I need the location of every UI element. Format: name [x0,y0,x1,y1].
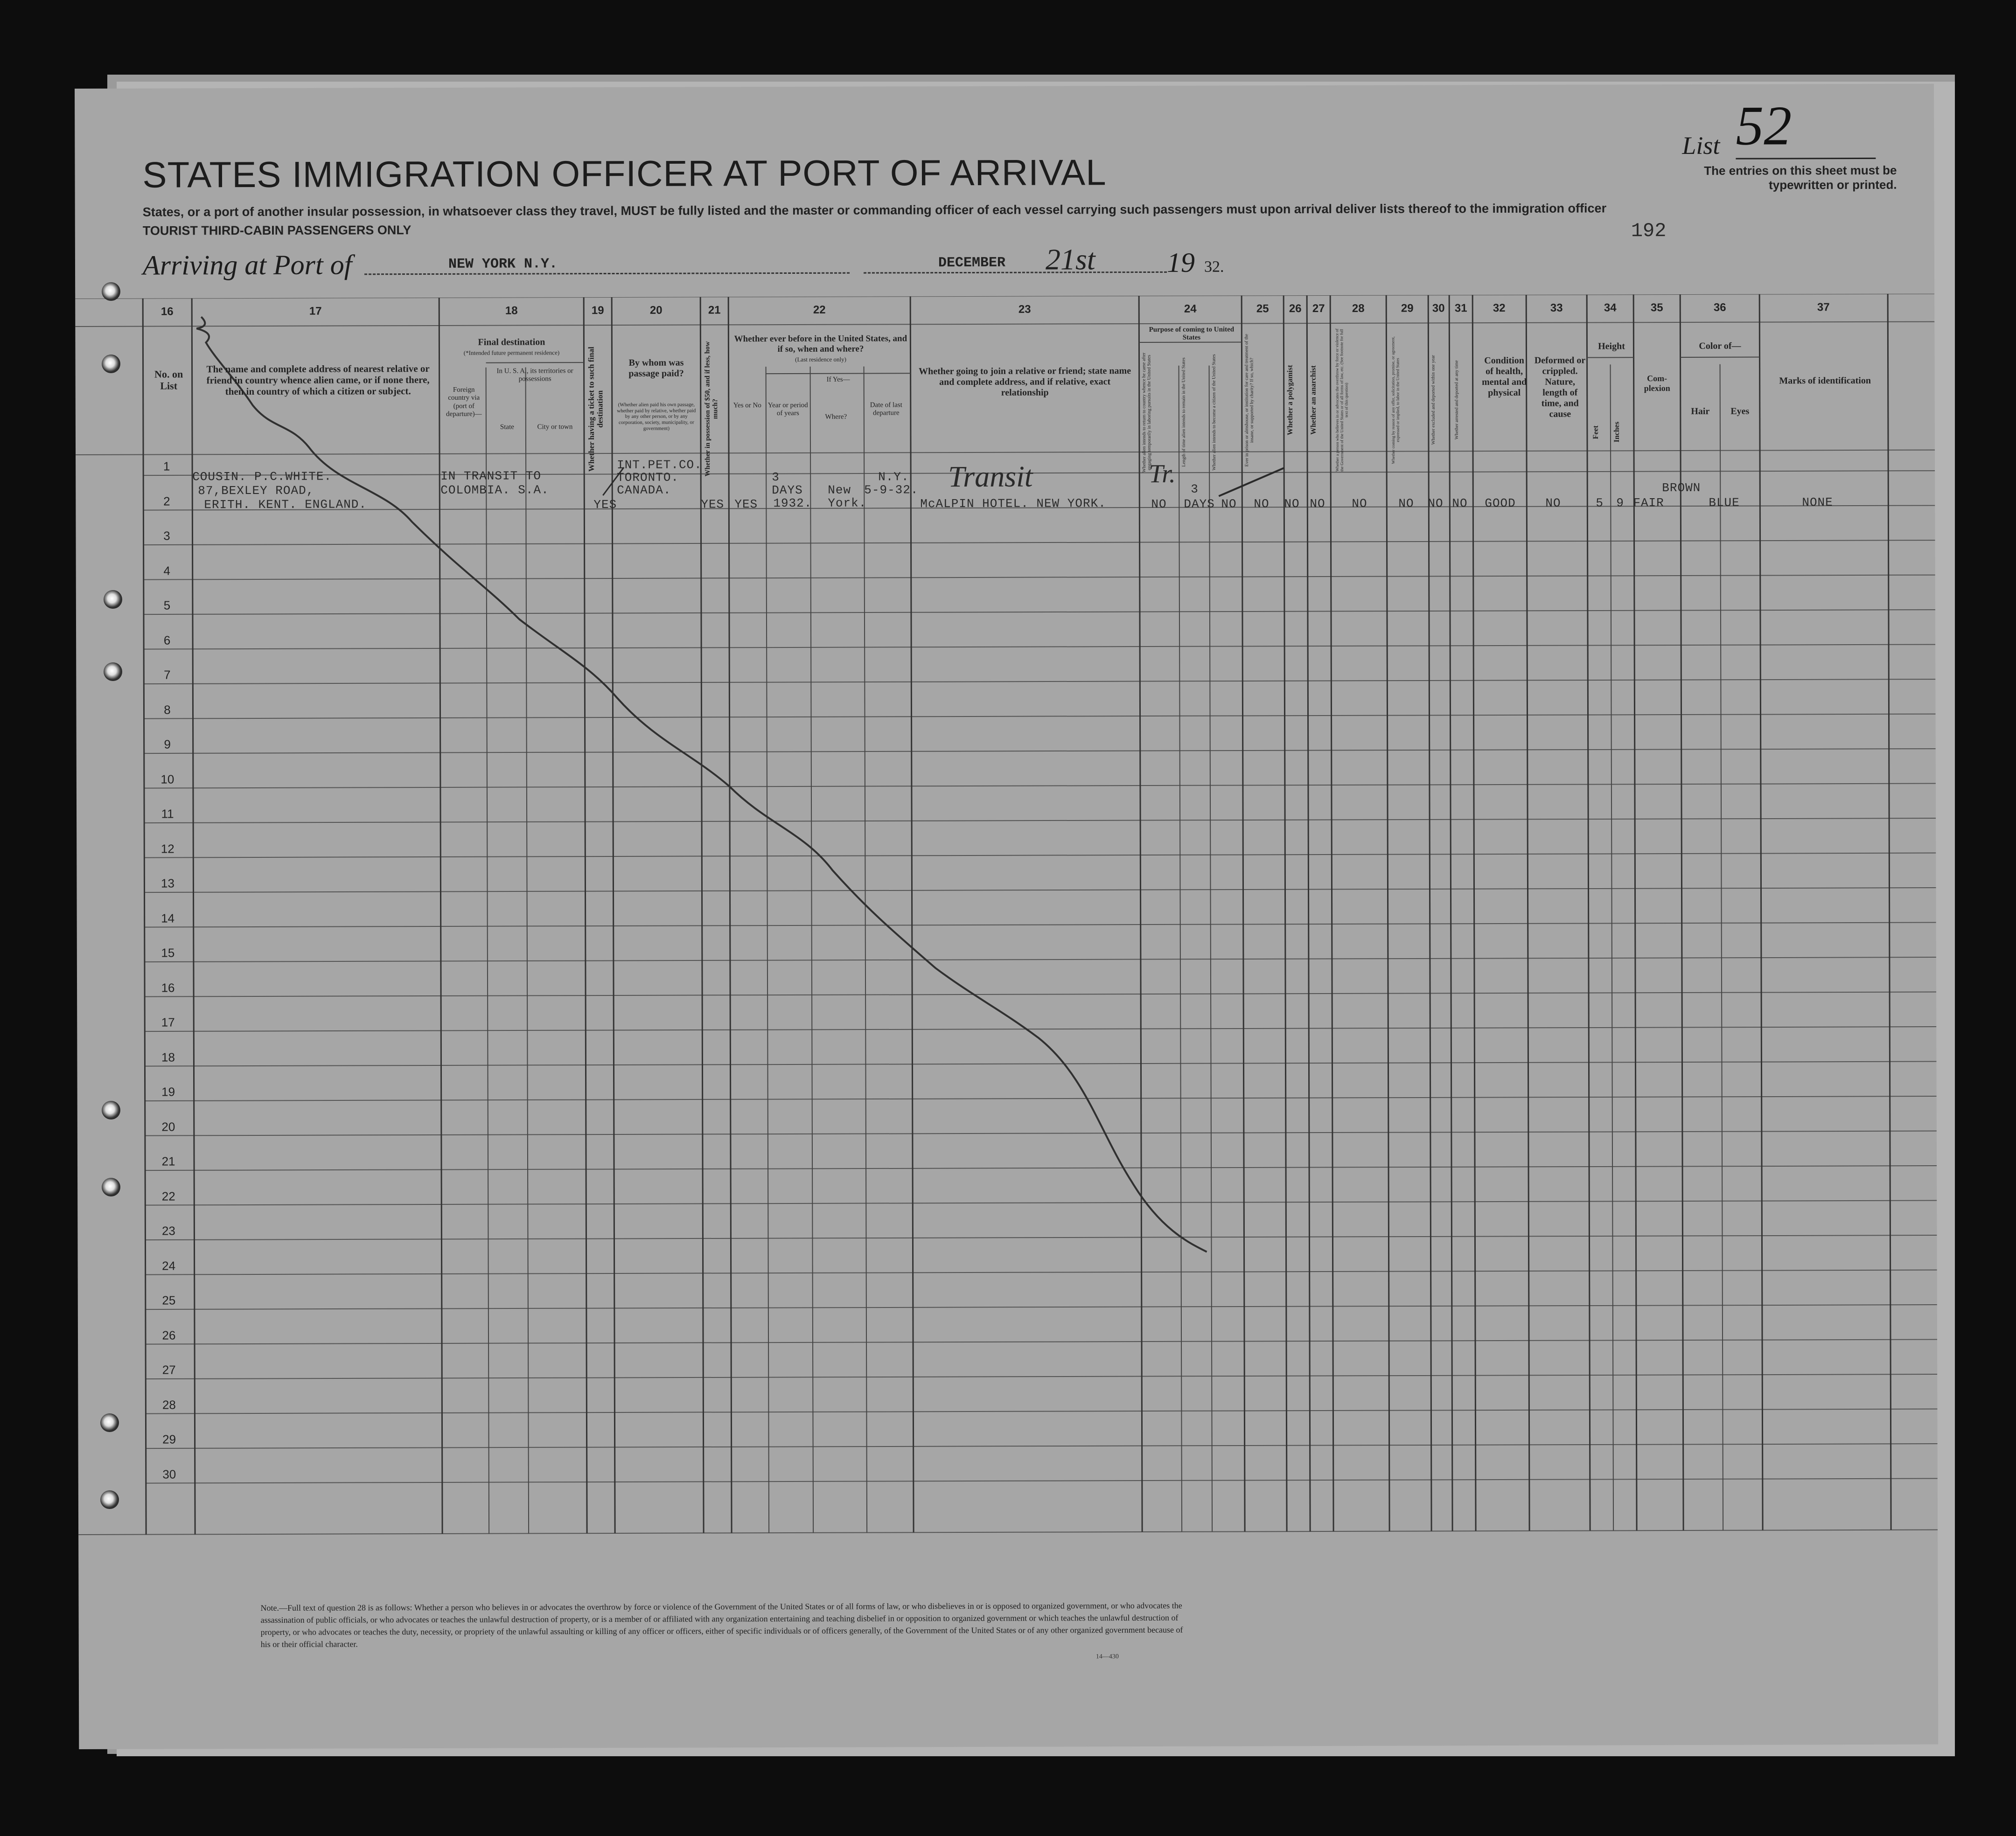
punch-hole [102,282,120,301]
row-divider [145,992,1936,997]
header-where: Where? [825,413,847,421]
row-divider [146,1270,1937,1275]
column-number: 25 [1256,302,1269,315]
row-number: 12 [160,841,174,856]
column-divider [1139,296,1142,1532]
row-number: 26 [162,1328,176,1342]
subcolumn-divider [486,368,489,1534]
column-divider [1428,295,1431,1531]
punch-hole [100,1490,119,1509]
punch-hole [102,1101,120,1120]
row-divider [146,1479,1938,1483]
row-divider [146,1409,1937,1414]
column-number: 22 [813,303,826,316]
column-number: 23 [1018,303,1031,316]
page-title: STATES IMMIGRATION OFFICER AT PORT OF ARRIVAL [142,152,1107,195]
header-going-to-join: Whether going to join a relative or friend; state name and complete address, and if relative, exact relationship [919,366,1131,398]
column-number: 26 [1289,302,1302,315]
row-number: 23 [161,1224,175,1238]
subcolumn-divider [1720,364,1723,1530]
prison-value: NO [1254,497,1270,511]
column-number: 33 [1550,301,1563,314]
month-value: DECEMBER [938,255,1006,271]
header-passage-paid-note: (Whether alien paid his own passage, whether paid by relative, whether paid by any other person, or by any corporation, society, municipality, or government) [617,402,696,431]
date-line-2: 5-9-32. [864,483,919,497]
period-line-3: 1932. [773,496,812,511]
column-number: 21 [708,304,721,317]
row-number: 4 [163,563,170,578]
row-divider [145,1131,1937,1136]
passage-paid-line-2: TORONTO. [617,470,679,485]
table-bottom-border [78,1530,1938,1535]
passage-paid-line-3: CANADA. [617,483,671,497]
header-length-of-stay: Length of time alien intends to remain in the United States [1181,357,1187,467]
relative-line-3: ERITH. KENT. ENGLAND. [204,497,367,512]
row-number: 1 [163,459,170,473]
row-number: 21 [161,1154,175,1168]
header-foreign-country: Foreign country via (port of departure)— [446,386,482,418]
subheader-divider [766,373,911,374]
table-top-border [75,294,1934,299]
row-divider [144,818,1936,823]
subcolumn-divider [526,367,529,1533]
year-suffix: 32. [1204,258,1224,276]
row-number: 30 [162,1467,176,1481]
row-number: 9 [164,737,171,751]
header-state: State [500,423,514,431]
header-marks: Marks of identification [1779,375,1871,386]
footnote: Note.—Full text of question 28 is as follows: Whether a person who believes in or advocates the overthrow by force or violence of the Government of the United States or of all forms of law, or who disbelieves in or is opposed to organized government, or who advocates the assassination of public officials, or who advocates or teaches the unlawful destruction of property, or is a member of or affiliated with any organization entertaining and teaching disbelief in or opposition to organized government or which teaches the unlawful destruction of property, or who advocates or teaches the duty, necessity, or propriety of the unlawful assaulting or killing of any officer or officers, either of specific individuals or of officers generally, of the Government of the United States or of any other organized government because of his or their official character. [260,1600,1183,1649]
header-yes-or-no: Yes or No [733,402,761,410]
column-number: 37 [1817,301,1830,314]
row-number: 14 [161,911,175,925]
anarchist-value: NO [1310,496,1325,511]
row-divider [146,1305,1937,1309]
column-number: 24 [1184,302,1197,315]
purpose-handwriting: Tr. [1149,459,1176,488]
column-divider [1633,294,1637,1530]
header-eyes: Eyes [1730,406,1750,417]
header-year-or-period: Year or period of years [767,401,808,417]
punch-hole [100,1413,119,1432]
header-final-destination: Final destination [478,337,545,348]
list-number: 52 [1736,93,1876,160]
arriving-label: Arriving at Port of [142,249,352,281]
hair-value: BROWN [1662,480,1701,495]
column-number: 36 [1713,301,1726,314]
header-city: City or town [537,423,573,431]
row-number: 20 [161,1119,175,1134]
header-inches: Inches [1612,422,1621,443]
row-divider [145,1062,1936,1066]
column-number: 28 [1352,302,1365,315]
row-number: 15 [161,946,175,960]
row-divider [146,1374,1937,1379]
manifest-sheet [75,84,1938,1749]
row-number: 22 [161,1189,175,1203]
header-ever-before: Whether ever before in the United States, and if so, when and where? [734,334,907,354]
column-divider [1759,294,1763,1530]
header-final-destination-note: (*Intended future permanent residence) [463,349,560,356]
column-number: 34 [1604,301,1617,314]
eyes-value: BLUE [1709,495,1740,510]
row-number: 19 [161,1085,175,1099]
column-divider [1587,295,1590,1531]
dash-mark [1214,463,1307,501]
complexion-value: FAIR [1633,496,1664,510]
column-number: 27 [1312,302,1325,315]
row-number: 7 [164,668,171,682]
inches-value: 9 [1616,496,1624,510]
row-divider [145,1027,1936,1031]
header-arrested: Whether arrested and deported at any time [1454,360,1459,440]
row-divider [144,540,1935,545]
labor-value: NO [1398,496,1414,511]
excluded-value: NO [1428,496,1444,511]
header-health: Condition of health, mental and physical [1482,355,1527,398]
header-become-citizen: Whether alien intends to become a citizen of the United States [1211,354,1217,471]
deformed-value: NO [1545,496,1561,510]
row-number: 6 [163,633,171,647]
header-prison-almshouse: Ever in prison or almshouse, or institution for care and treatment of the insane, or supported by charity? If so, which? [1244,334,1255,467]
row-divider [143,471,1935,475]
row-divider [145,1235,1937,1240]
row-divider [144,610,1935,614]
subheader-divider [486,362,584,363]
row-divider [145,1096,1937,1101]
column-divider [1526,295,1529,1531]
column-divider [1386,295,1389,1531]
arrested-value: NO [1452,496,1468,511]
row-number: 18 [161,1050,175,1064]
column-divider [910,296,914,1532]
column-divider [584,297,587,1533]
header-in-usa: In U. S. A., its territories or possessions [496,367,573,383]
subcolumn-divider [810,367,814,1533]
header-excluded: Whether excluded and deported within one year [1430,355,1437,445]
ever-before-value: YES [734,497,758,512]
header-purpose: Purpose of coming to United States [1149,326,1235,342]
destination-line-1: IN TRANSIT TO [440,469,542,483]
row-divider [144,679,1935,684]
join-handwriting: Transit [948,459,1033,494]
year-prefix: 19 [1166,247,1195,278]
row-divider [144,784,1936,788]
where-line-2: York. [828,496,867,510]
punch-hole [102,355,120,373]
column-number: 17 [309,305,322,318]
list-label: List [1682,131,1720,160]
relative-line-1: COUSIN. P.C.WHITE. [192,469,332,484]
row-divider [145,1201,1937,1205]
period-line-2: DAYS [772,483,803,498]
row-number: 2 [163,494,170,508]
header-last-residence: (Last residence only) [795,355,846,363]
row-number: 17 [161,1015,175,1029]
column-number: 32 [1493,301,1506,315]
citizen-value: NO [1221,497,1237,511]
row-number: 28 [162,1397,176,1412]
return-value: NO [1151,497,1167,511]
column-number: 20 [649,304,663,317]
length-line-2: DAYS [1184,497,1215,511]
header-intends-return: Whether alien intends to return to country whence he came after engaging temporarily in laboring pursuits in the United States [1141,352,1152,473]
overthrow-value: NO [1352,496,1367,511]
marks-value: NONE [1802,495,1833,510]
column-divider [1472,295,1476,1531]
join-value: McALPIN HOTEL. NEW YORK. [920,496,1106,511]
port-value: NEW YORK N.Y. [448,256,558,272]
row-number: 3 [163,529,170,543]
column-number: 31 [1454,302,1467,315]
date-underline [864,271,1167,274]
column-number: 18 [505,304,518,317]
header-ticket: Whether having a ticket to such final destination [586,347,605,472]
column-number: 35 [1650,301,1663,314]
header-complexion: Com-plexion [1644,374,1670,393]
punch-hole [104,590,122,609]
column-divider [1888,294,1891,1530]
form-instructions: States, or a port of another insular possession, in whatsoever class they travel, MUST be fully listed and the master or commanding officer of each vessel carrying such passengers must upon arrival deliver lists thereof to the immigration officer [142,201,1607,219]
header-hair: Hair [1691,406,1710,417]
column-divider [1449,295,1452,1531]
passage-paid-line-1: INT.PET.CO. [617,458,702,472]
header-if-yes: If Yes— [826,376,850,383]
row-divider [144,749,1936,753]
column-divider [1330,295,1333,1531]
destination-line-2: COLOMBIA. S.A. [440,483,549,497]
header-date-last-departure: Date of last departure [870,401,902,417]
header-overthrow: Whether a person who believes in or advocates the overthrow by force or violence of the Government of the United States or of all forms of law, etc. (See footnote for full text of this question) [1334,328,1349,472]
column-number: 29 [1401,302,1414,315]
header-polygamist: Whether a polygamist [1286,365,1294,436]
length-line-1: 3 [1191,482,1199,496]
subcolumn-divider [1179,366,1182,1532]
row-divider [146,1444,1938,1448]
row-number: 16 [161,980,175,995]
row-number: 29 [162,1432,176,1447]
relative-line-2: 87,BEXLEY ROAD, [198,483,314,498]
row-divider [144,714,1936,719]
port-underline [364,272,850,275]
row-number: 24 [162,1258,176,1273]
header-bottom-border [76,450,1935,455]
header-deformed: Deformed or crippled. Nature, length of time, and cause [1534,355,1586,419]
header-height: Height [1598,341,1625,352]
column-number: 19 [591,304,604,317]
row-number: 27 [162,1363,176,1377]
passenger-class: TOURIST THIRD-CABIN PASSENGERS ONLY [142,223,412,238]
period-line-1: 3 [772,470,780,485]
row-divider [145,957,1936,962]
column-divider [700,297,704,1533]
health-value: GOOD [1485,496,1516,511]
column-divider [728,297,732,1533]
subcolumn-divider [864,367,867,1533]
row-divider [144,645,1935,649]
row-number: 10 [160,772,174,786]
fifty-dollars-value: YES [701,497,725,512]
header-no-on-list: No. on List [154,368,183,392]
header-color-of: Color of— [1699,341,1741,351]
header-labor-offer: Whether coming by reason of any offer, solicitation, promise, or agreement, expressed or implied, to labor in the United States [1390,336,1400,464]
row-number: 5 [163,598,171,612]
entries-note: The entries on this sheet must be typewritten or printed. [1704,163,1897,192]
row-divider [145,1166,1937,1170]
form-code: 14—430 [1095,1653,1119,1661]
subcolumn-divider [1611,364,1614,1530]
day-value: 21st [1045,243,1095,276]
row-divider [145,923,1936,927]
header-fifty-dollars: Whether in possession of $50, and if less, how much? [704,341,719,477]
header-anarchist: Whether an anarchist [1309,365,1318,435]
polygamist-value: NO [1284,497,1300,511]
punch-hole [102,1178,120,1196]
row-divider [145,888,1936,892]
date-line-1: N.Y. [878,470,909,484]
header-passage-paid: By whom was passage paid? [628,357,684,379]
row-divider [144,853,1936,858]
punch-hole [104,662,122,681]
subcolumn-divider [766,367,769,1533]
header-nearest-relative: The name and complete address of nearest relative or friend in country whence alien came, or if none there, then in country of which a citizen or subject. [206,363,430,397]
row-number: 8 [164,702,171,717]
header-feet: Feet [1591,425,1600,439]
row-number: 13 [160,876,174,890]
column-number: 30 [1432,302,1445,315]
column-divider [143,299,146,1535]
column-divider [1680,294,1683,1530]
row-number: 25 [162,1293,176,1307]
subcolumn-divider [1209,366,1213,1532]
column-number: 16 [160,305,174,318]
where-line-1: New [828,483,851,497]
row-divider [146,1340,1937,1344]
feet-value: 5 [1596,496,1604,510]
ticket-value: YES [593,497,617,512]
row-number: 11 [161,807,174,821]
row-divider [144,575,1935,580]
sheet-number: 192 [1631,220,1667,243]
column-number-border [75,322,1934,327]
tick-mark [600,463,628,500]
